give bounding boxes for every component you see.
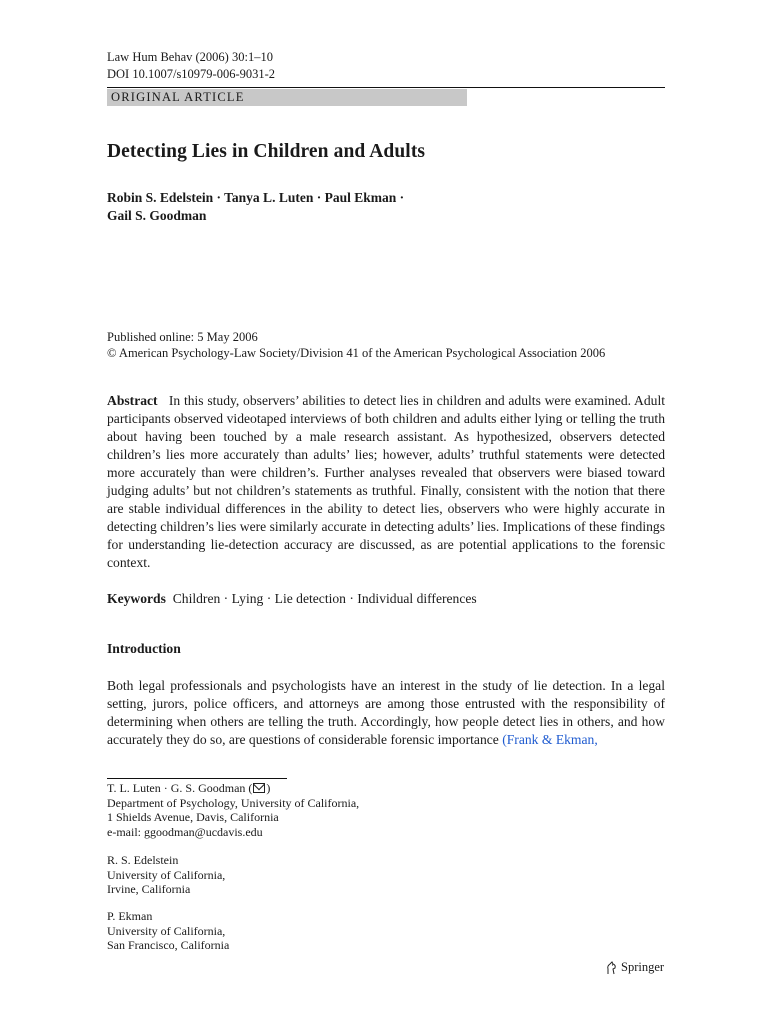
- correspondence-footnote: [107, 781, 359, 839]
- footnote-rule: [107, 778, 287, 779]
- envelope-icon: [253, 783, 265, 793]
- corr-address: 1 Shields Avenue, Davis, California: [107, 810, 279, 824]
- copyright-line: © American Psychology-Law Society/Division 41 of the American Psychological Association 2006: [107, 346, 606, 360]
- ekman-name: P. Ekman: [107, 909, 153, 923]
- abstract: [107, 392, 665, 572]
- published-date: Published online: 5 May 2006: [107, 330, 258, 344]
- corr-email: e-mail: ggoodman@ucdavis.edu: [107, 824, 263, 839]
- ekman-affiliation: [107, 909, 229, 953]
- doi: DOI 10.1007/s10979-006-9031-2: [107, 67, 276, 81]
- paper-title: Detecting Lies in Children and Adults: [107, 141, 426, 162]
- publisher-mark: [605, 960, 664, 975]
- publisher-name: Springer: [621, 960, 665, 974]
- keywords: [107, 590, 665, 608]
- article-type-banner: ORIGINAL ARTICLE: [107, 89, 467, 106]
- edelstein-affiliation: [107, 853, 225, 897]
- abstract-label: Abstract: [107, 393, 158, 408]
- ekman-city: San Francisco, California: [107, 938, 230, 952]
- springer-horse-icon: [605, 961, 618, 975]
- edelstein-univ: University of California,: [107, 867, 226, 882]
- keywords-label: Keywords: [107, 591, 166, 606]
- keywords-text: Children · Lying · Lie detection · Individual differences: [172, 591, 477, 606]
- corresponding-authors: T. L. Luten · G. S. Goodman ( ): [107, 781, 271, 795]
- edelstein-name: R. S. Edelstein: [107, 853, 179, 867]
- author-list: [107, 189, 404, 225]
- publication-info: [107, 329, 605, 361]
- author-line-2: Gail S. Goodman: [107, 208, 207, 223]
- introduction-text: Both legal professionals and psychologists have an interest in the study of lie detection. In a legal setting, jurors, police officers, and attorneys are among those entrusted with the responsibility of determining when others are telling the truth. Accordingly, how people detect lies in others, and how accurately they do so, are questions of considerable forensic importance: [107, 678, 665, 747]
- corr-department: Department of Psychology, University of California,: [107, 795, 360, 810]
- author-line-1: Robin S. Edelstein · Tanya L. Luten · Paul Ekman ·: [107, 190, 405, 205]
- abstract-text: In this study, observers’ abilities to detect lies in children and adults were examined. Adult participants observed videotaped interviews of both children and adults either lying or telling the truth about having been touched by a male research assistant. As hypothesized, observers detected children’s lies more accurately than adults’ lies; however, adults’ truthful statements were detected more accurately than were children’s. Further analyses revealed that observers were biased toward judging adults’ but not children’s statements as truthful. Finally, consistent with the notion that there are stable individual differences in the ability to detect lies, observers who were highly accurate in detecting children’s lies were similarly accurate in detecting adults’ lies. Implications of these findings for understanding lie-detection accuracy are discussed, as are potential applications to the forensic context.: [107, 393, 665, 570]
- edelstein-city: Irvine, California: [107, 882, 191, 896]
- introduction-paragraph: [107, 677, 665, 749]
- journal-citation: Law Hum Behav (2006) 30:1–10: [107, 50, 273, 64]
- citation-link[interactable]: (Frank & Ekman,: [502, 732, 598, 747]
- ekman-univ: University of California,: [107, 923, 226, 938]
- introduction-heading: Introduction: [107, 641, 181, 656]
- header-rule: [107, 87, 665, 88]
